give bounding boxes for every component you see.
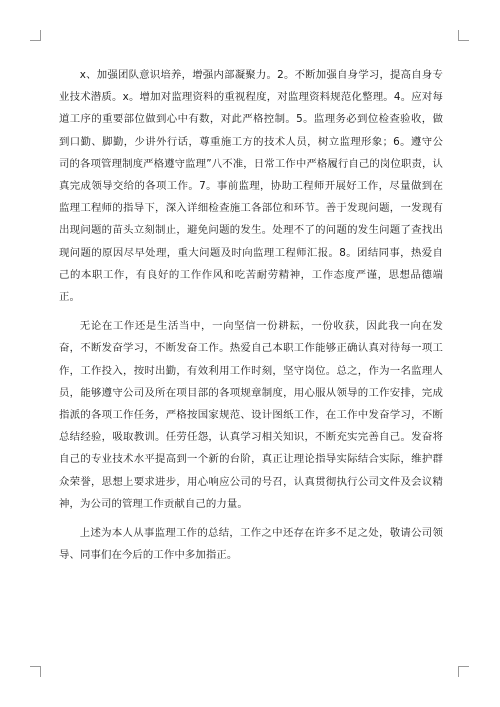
crop-mark-bottom-right (458, 666, 469, 677)
document-body (59, 64, 443, 573)
crop-mark-top-right (458, 30, 469, 41)
paragraph-3: 上述为本人从事监理工作的总结，工作之中还存在许多不足之处，敬请公司领导、同事们在今后的工作中多加指正。 (59, 527, 443, 562)
paragraph-2: 无论在工作还是生活当中，一向坚信一份耕耘，一份收获，因此我一向在发奋，不断发奋学习，不断发奋工作。热爱自己本职工作能够正确认真对待每一项工作，工作投入，按时出勤，有效利用工作时刻，坚守岗位。总之，作为一名监理人员，能够遵守公司及所在项目部的各项规章制度，用心服从领导的工作安排，完成指派的各项工作任务，严格按国家规范、设计图纸工作，在工作中发奋学习，不断总结经验，吸取教训。任劳任怨，认真学习相关知识，不断充实完善自己。发奋将自己的专业技术水平提高到一个新的台阶，真正让理论指导实际结合实际，维护群众荣誉，思想上要求进步，用心响应公司的号召，认真贯彻执行公司文件及会议精神，为公司的管理工作贡献自己的力量。 (59, 320, 443, 510)
crop-mark-bottom-left (30, 666, 41, 677)
crop-mark-top-left (30, 30, 41, 41)
paragraph-1: x、加强团队意识培养，增强内部凝聚力。2。不断加强自身学习，提高自身专业技术潜质。x。增加对监理资料的重视程度，对监理资料规范化整理。4。应对每道工序的重要部位做到心中有数，对此严格控制。5。监理务必到位检查验收，做到口勤、脚勤，少讲外行话，尊重施工方的技术人员，树立监理形象；6。遵守公司的各项管理制度严格遵守监理”八不准，日常工作中严格履行自己的岗位职责，认真完成领导交给的各项工作。7。事前监理，协助工程师开展好工作，尽量做到在监理工程师的指导下，深入详细检查施工各部位和环节。善于发现问题，一发现有出现问题的苗头立刻制止，避免问题的发生。处理不了的问题的发生问题了查找出现问题的原因尽早处理，重大问题及时向监理工程师汇报。8。团结同事，热爱自己的本职工作，有良好的工作作风和吃苦耐劳精神，工作态度严谨，思想品德端正。 (59, 69, 443, 304)
